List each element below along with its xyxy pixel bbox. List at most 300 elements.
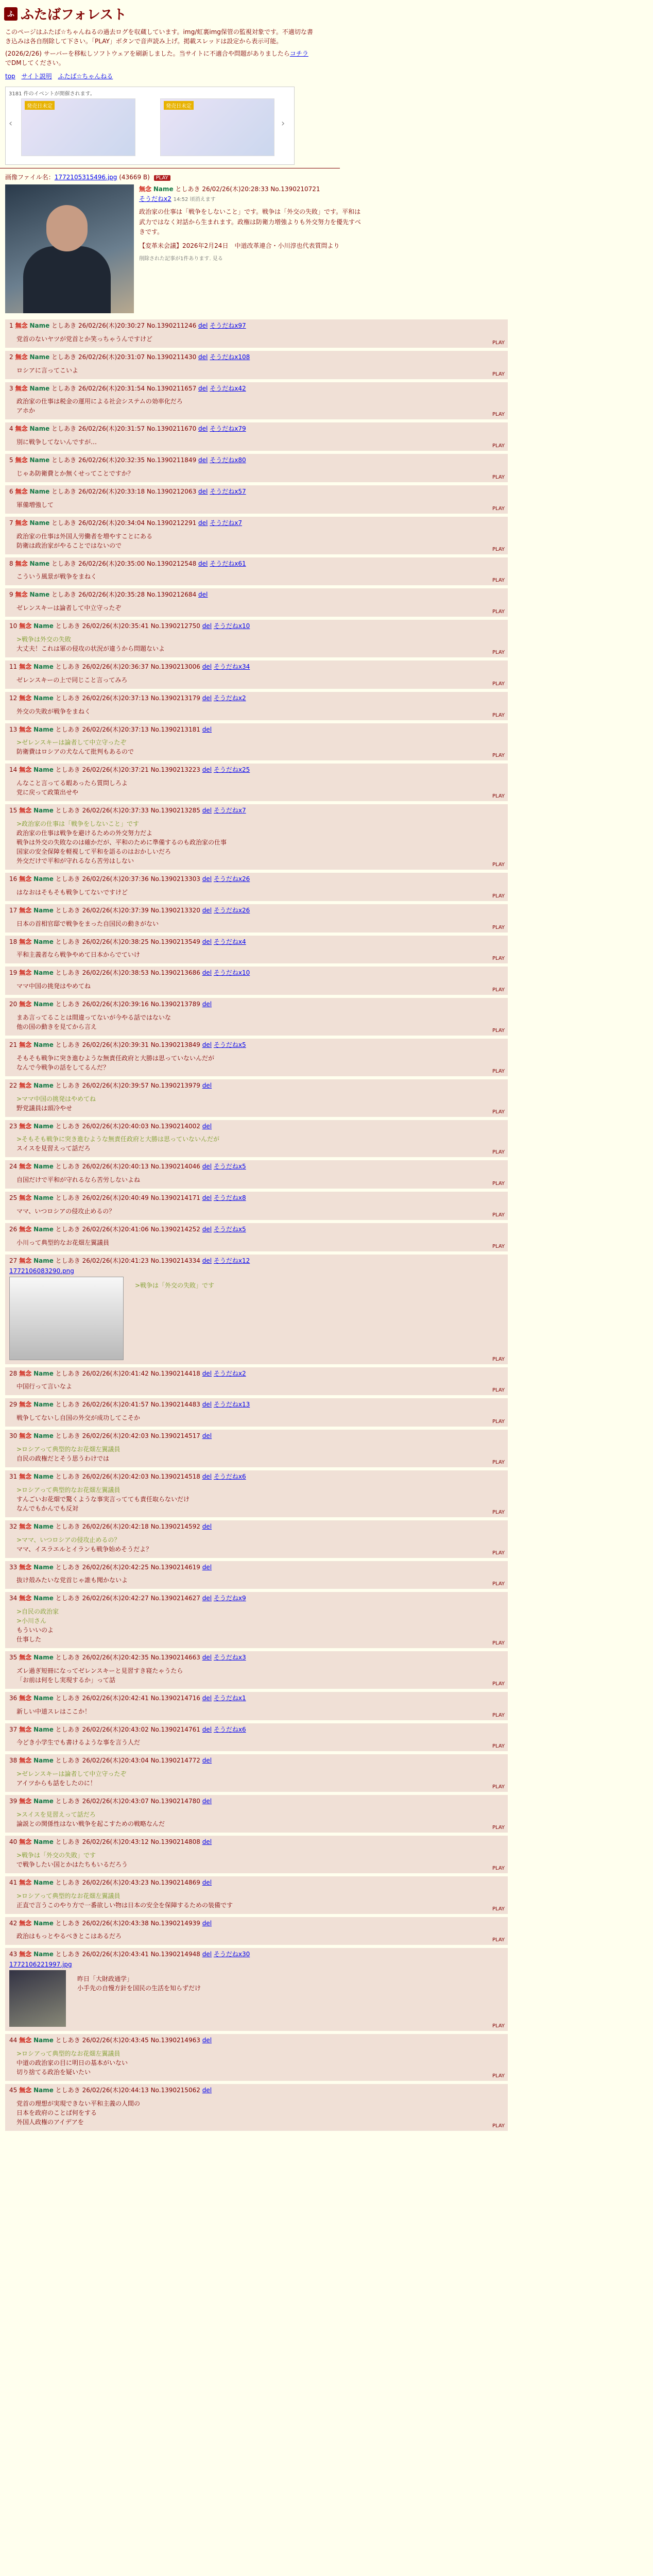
reply-post	[5, 998, 508, 1036]
reply-del-link[interactable]: del	[202, 1081, 212, 1089]
reply-no[interactable]: No.1390214334	[150, 1257, 200, 1264]
reply-no[interactable]: No.1390214716	[150, 1694, 200, 1702]
reply-no[interactable]: No.1390214517	[150, 1432, 200, 1440]
reply-no[interactable]: No.1390213303	[150, 875, 200, 883]
reply-meta	[9, 1000, 504, 1009]
reply-name: Name	[33, 1225, 54, 1233]
nav-futaba-link[interactable]: ふたば☆ちゃんねる	[58, 73, 113, 80]
reply-sod[interactable]: そうだねx42	[210, 384, 246, 392]
play-button[interactable]: PLAY	[492, 793, 505, 800]
reply-no[interactable]: No.1390213006	[150, 663, 200, 670]
reply-post	[5, 904, 508, 933]
reply-sod[interactable]: そうだねx7	[210, 519, 242, 527]
reply-subject: 無念	[19, 1122, 32, 1130]
reply-sod[interactable]: そうだねx7	[213, 807, 246, 815]
reply-meta	[9, 1838, 504, 1846]
ad-banner[interactable]	[5, 87, 295, 165]
reply-subject: 無念	[19, 725, 32, 733]
reply-sod[interactable]: そうだねx2	[213, 1369, 246, 1377]
reply-quote: >戦争は「外交の失敗」です	[135, 1281, 215, 1289]
thread-file-info	[0, 172, 653, 182]
reply-del-link[interactable]: del	[202, 1951, 212, 1958]
reply-post	[5, 764, 508, 801]
reply-image[interactable]	[9, 1277, 124, 1360]
reply-text: 新しい中道スレはここか！	[16, 1707, 91, 1715]
reply-del-link[interactable]: del	[202, 807, 212, 815]
reply-sod[interactable]: そうだねx97	[210, 322, 246, 329]
reply-no[interactable]: No.1390214619	[150, 1563, 200, 1571]
reply-post	[5, 1255, 508, 1364]
reply-del-link[interactable]: del	[202, 1838, 212, 1846]
reply-name: Name	[33, 1081, 54, 1089]
reply-body	[9, 1887, 504, 1910]
reply-id: としあき	[55, 1838, 80, 1846]
reply-del-link[interactable]: del	[198, 384, 208, 392]
nav-links	[0, 72, 653, 83]
reply-id: としあき	[55, 1951, 80, 1958]
reply-name: Name	[33, 1919, 54, 1927]
play-button[interactable]: PLAY	[492, 1149, 505, 1156]
reply-id: としあき	[55, 2037, 80, 2044]
reply-no[interactable]: No.1390212684	[146, 591, 197, 599]
play-button[interactable]: PLAY	[492, 443, 505, 449]
reply-number: 7	[9, 519, 13, 527]
reply-body	[70, 1970, 201, 2027]
reply-text: じゃあ防衛費とか無くせってことですか？	[16, 469, 134, 477]
reply-text: んなこと言ってる暇あったら質問しろよ 党に戻って政策出せや	[16, 779, 128, 796]
reply-name: Name	[33, 766, 54, 774]
nav-guide-link[interactable]: サイト説明	[21, 73, 52, 80]
reply-text: 小川って典型的なお花畑左翼議員	[16, 1239, 110, 1246]
reply-date: 26/02/26(木)20:31:54	[78, 384, 145, 392]
reply-del-link[interactable]: del	[202, 663, 212, 670]
play-button[interactable]: PLAY	[492, 1243, 505, 1249]
reply-text: 日本の首相官邸で戦争をまった自国民の動きがない	[16, 920, 159, 927]
play-button[interactable]: PLAY	[492, 1068, 505, 1074]
reply-text: スイスを見習えって話だろ	[16, 1145, 91, 1153]
reply-no[interactable]: No.1390214171	[150, 1194, 200, 1202]
play-button[interactable]: PLAY	[492, 505, 505, 512]
play-button[interactable]: PLAY	[492, 1640, 505, 1647]
play-button[interactable]: PLAY	[492, 2123, 505, 2129]
reply-no[interactable]: No.1390213320	[150, 906, 200, 914]
reply-meta	[9, 1756, 504, 1765]
play-button[interactable]: PLAY	[492, 1387, 505, 1394]
reply-number: 34	[9, 1595, 18, 1602]
reply-no[interactable]: No.1390215062	[150, 2087, 200, 2094]
op-body	[139, 184, 366, 313]
play-button[interactable]: PLAY	[492, 712, 505, 718]
reply-id: としあき	[55, 1081, 80, 1089]
play-button[interactable]: PLAY	[492, 1681, 505, 1687]
reply-sod[interactable]: そうだねx13	[213, 1401, 250, 1409]
reply-del-link[interactable]: del	[202, 938, 212, 945]
reply-post	[5, 1039, 508, 1076]
reply-no[interactable]: No.1390213849	[150, 1041, 200, 1048]
reply-del-link[interactable]: del	[202, 875, 212, 883]
reply-del-link[interactable]: del	[202, 1163, 212, 1171]
reply-sod[interactable]: そうだねx10	[213, 969, 250, 977]
reply-no[interactable]: No.1390214772	[150, 1757, 200, 1765]
reply-sod[interactable]: そうだねx30	[213, 1951, 250, 1958]
reply-body	[9, 1765, 504, 1788]
reply-del-link[interactable]: del	[202, 1225, 212, 1233]
reply-image[interactable]	[9, 1970, 66, 2027]
play-button[interactable]: PLAY	[492, 546, 505, 552]
op-meta	[139, 184, 366, 204]
reply-no[interactable]: No.1390212750	[150, 622, 200, 630]
play-button[interactable]: PLAY	[492, 340, 505, 346]
ad-thumb-1[interactable]	[21, 98, 135, 156]
reply-sod[interactable]: そうだねx34	[213, 663, 250, 670]
reply-date: 26/02/26(木)20:33:18	[78, 487, 145, 495]
reply-del-link[interactable]: del	[202, 1595, 212, 1602]
reply-number: 43	[9, 1951, 18, 1958]
reply-del-link[interactable]: del	[198, 322, 208, 329]
reply-name: Name	[33, 622, 54, 630]
reply-sod[interactable]: そうだねx9	[213, 1595, 246, 1602]
reply-number: 38	[9, 1757, 18, 1765]
play-button[interactable]: PLAY	[492, 578, 505, 584]
reply-name: Name	[33, 1757, 54, 1765]
reply-no[interactable]: No.1390212063	[146, 487, 197, 495]
play-badge[interactable]: PLAY	[154, 175, 170, 181]
reply-body	[9, 1734, 505, 1750]
reply-sod[interactable]: そうだねx5	[213, 1225, 246, 1233]
reply-del-link[interactable]: del	[202, 906, 212, 914]
reply-sod[interactable]: そうだねx108	[210, 353, 250, 361]
reply-del-link[interactable]: del	[202, 1401, 212, 1409]
reply-post	[5, 1836, 508, 1873]
play-button[interactable]: PLAY	[492, 924, 505, 930]
reply-sod[interactable]: そうだねx61	[210, 560, 246, 567]
reply-sod[interactable]: そうだねx3	[213, 1654, 246, 1662]
reply-del-link[interactable]: del	[202, 1563, 212, 1571]
reply-name: Name	[33, 1041, 54, 1048]
reply-subject: 無念	[19, 938, 32, 945]
play-button[interactable]: PLAY	[492, 861, 505, 868]
reply-no[interactable]: No.1390214948	[150, 1951, 200, 1958]
op-text-2: 【変革未会議】2026年2月24日 中道改革連合・小川淳也代表質問より	[139, 242, 340, 249]
reply-no[interactable]: No.1390214869	[150, 1878, 200, 1886]
reply-meta	[9, 1725, 504, 1734]
reply-no[interactable]: No.1390214483	[150, 1401, 200, 1409]
reply-sod[interactable]: そうだねx8	[213, 1194, 246, 1202]
reply-name: Name	[33, 906, 54, 914]
site-title[interactable]: ふたばフォレスト	[21, 7, 127, 23]
reply-date: 26/02/26(木)20:39:31	[82, 1041, 149, 1048]
reply-sod[interactable]: そうだねx57	[210, 487, 246, 495]
reply-meta	[9, 1225, 504, 1234]
reply-post	[5, 1723, 508, 1752]
ad-price-2: 発売日未定	[164, 101, 194, 110]
reply-meta	[9, 1081, 504, 1090]
reply-subject: 無念	[15, 591, 28, 599]
reply-body	[9, 703, 504, 716]
reply-meta	[9, 1594, 504, 1603]
op-deleted-note[interactable]: 削除された記事が1件あります. 見る	[139, 256, 223, 262]
reply-meta	[9, 969, 504, 977]
reply-id: としあき	[55, 1041, 80, 1048]
reply-sod[interactable]: そうだねx1	[213, 1694, 246, 1702]
reply-sod[interactable]: そうだねx79	[210, 425, 246, 433]
reply-del-link[interactable]: del	[202, 1432, 212, 1440]
play-button[interactable]: PLAY	[492, 1743, 505, 1750]
reply-no[interactable]: No.1390214418	[150, 1369, 200, 1377]
play-button[interactable]: PLAY	[492, 2023, 505, 2029]
reply-number: 32	[9, 1522, 18, 1530]
reply-subject: 無念	[19, 1654, 32, 1662]
reply-text: で戦争したい国とかはたちもいるだろう	[16, 1860, 128, 1868]
play-button[interactable]: PLAY	[492, 753, 505, 759]
reply-sod[interactable]: そうだねx5	[213, 1041, 246, 1048]
reply-no[interactable]: No.1390212548	[146, 560, 197, 567]
reply-text: 大丈夫！これは軍の侵攻の状況が違うから問題ないよ	[16, 645, 165, 652]
reply-file-link[interactable]: 1772106221997.jpg	[9, 1961, 72, 1969]
reply-text: アイツからも話をしたのに！	[16, 1780, 96, 1787]
reply-del-link[interactable]: del	[202, 1757, 212, 1765]
reply-del-link[interactable]: del	[202, 1472, 212, 1480]
play-button[interactable]: PLAY	[492, 1419, 505, 1425]
op-no[interactable]: No.1390210721	[270, 185, 320, 193]
file-link[interactable]: 1772105315496.jpg	[54, 174, 117, 181]
play-button[interactable]: PLAY	[492, 1937, 505, 1943]
reply-no[interactable]: No.1390211430	[146, 353, 197, 361]
reply-no[interactable]: No.1390214046	[150, 1163, 200, 1171]
play-button[interactable]: PLAY	[492, 649, 505, 655]
reply-del-link[interactable]: del	[202, 1001, 212, 1008]
play-button[interactable]: PLAY	[492, 1550, 505, 1556]
reply-no[interactable]: No.1390214663	[150, 1654, 200, 1662]
reply-id: としあき	[55, 1432, 80, 1440]
reply-no[interactable]: No.1390213979	[150, 1081, 200, 1089]
reply-number: 19	[9, 969, 18, 977]
reply-text: ゼレンスキーの上で同じこと言ってみろ	[16, 676, 128, 684]
reply-del-link[interactable]: del	[198, 560, 208, 567]
reply-number: 45	[9, 2087, 18, 2094]
reply-del-link[interactable]: del	[202, 1122, 212, 1130]
reply-post	[5, 422, 508, 451]
reply-no[interactable]: No.1390214780	[150, 1798, 200, 1805]
op-sod[interactable]: そうだねx2	[139, 195, 171, 203]
reply-id: としあき	[55, 1725, 80, 1733]
reply-no[interactable]: No.1390212291	[146, 519, 197, 527]
reply-del-link[interactable]: del	[202, 1694, 212, 1702]
reply-no[interactable]: No.1390213789	[150, 1001, 200, 1008]
reply-date: 26/02/26(木)20:40:49	[82, 1194, 149, 1202]
reply-sod[interactable]: そうだねx6	[213, 1725, 246, 1733]
reply-body	[9, 496, 504, 510]
op-image[interactable]	[5, 184, 134, 313]
play-button[interactable]: PLAY	[492, 1356, 505, 1362]
reply-del-link[interactable]: del	[202, 622, 212, 630]
play-button[interactable]: PLAY	[492, 1109, 505, 1115]
reply-no[interactable]: No.1390214808	[150, 1838, 200, 1846]
reply-body	[9, 1806, 504, 1828]
reply-no[interactable]: No.1390211670	[146, 425, 197, 433]
reply-post	[5, 1398, 508, 1427]
reply-date: 26/02/26(木)20:37:13	[82, 694, 149, 702]
reply-number: 5	[9, 456, 13, 464]
reply-del-link[interactable]: del	[202, 1725, 212, 1733]
play-button[interactable]: PLAY	[492, 1906, 505, 1912]
reply-body	[9, 1846, 504, 1869]
play-button[interactable]: PLAY	[492, 1181, 505, 1187]
play-button[interactable]: PLAY	[492, 987, 505, 993]
ad-price-1: 発売日未定	[25, 101, 55, 110]
reply-number: 37	[9, 1725, 18, 1733]
reply-no[interactable]: No.1390214963	[150, 2037, 200, 2044]
reply-sod[interactable]: そうだねx26	[213, 875, 250, 883]
reply-subject: 無念	[19, 2087, 32, 2094]
reply-post	[5, 1367, 508, 1396]
reply-text: 野党議員は頭冷やせ	[16, 1104, 73, 1112]
play-button[interactable]: PLAY	[492, 371, 505, 377]
reply-id: としあき	[55, 1194, 80, 1202]
reply-date: 26/02/26(木)20:34:04	[78, 519, 145, 527]
reply-date: 26/02/26(木)20:44:13	[82, 2087, 149, 2094]
reply-file-link[interactable]: 1772106083290.png	[9, 1267, 74, 1275]
reply-no[interactable]: No.1390211657	[146, 384, 197, 392]
reply-del-link[interactable]: del	[198, 353, 208, 361]
op-name: Name	[153, 185, 174, 193]
reply-date: 26/02/26(木)20:35:00	[78, 560, 145, 567]
reply-del-link[interactable]: del	[198, 591, 208, 599]
reply-sod[interactable]: そうだねx12	[213, 1257, 250, 1264]
reply-body	[9, 815, 504, 866]
ad-prev-arrow-icon[interactable]: ‹	[9, 118, 13, 129]
reply-id: としあき	[55, 622, 80, 630]
reply-del-link[interactable]: del	[202, 694, 212, 702]
reply-del-link[interactable]: del	[202, 1194, 212, 1202]
reply-no[interactable]: No.1390214252	[150, 1225, 200, 1233]
reply-no[interactable]: No.1390214518	[150, 1472, 200, 1480]
reply-sod[interactable]: そうだねx26	[213, 906, 250, 914]
play-button[interactable]: PLAY	[492, 893, 505, 899]
reply-del-link[interactable]: del	[202, 1257, 212, 1264]
play-button[interactable]: PLAY	[492, 1027, 505, 1033]
reply-post	[5, 485, 508, 514]
contact-link[interactable]: コチラ	[289, 50, 308, 57]
ad-next-arrow-icon[interactable]: ›	[281, 118, 285, 129]
reply-no[interactable]: No.1390211246	[146, 322, 197, 329]
reply-image-wrap	[9, 1970, 504, 2027]
reply-number: 41	[9, 1878, 18, 1886]
reply-no[interactable]: No.1390213223	[150, 766, 200, 774]
reply-meta	[9, 456, 504, 465]
reply-meta	[9, 1194, 504, 1202]
reply-no[interactable]: No.1390214002	[150, 1122, 200, 1130]
play-button[interactable]: PLAY	[492, 412, 505, 418]
play-button[interactable]: PLAY	[492, 1581, 505, 1587]
reply-no[interactable]: No.1390213285	[150, 807, 200, 815]
reply-sod[interactable]: そうだねx10	[213, 622, 250, 630]
reply-sod[interactable]: そうだねx5	[213, 1163, 246, 1171]
reply-del-link[interactable]: del	[202, 2087, 212, 2094]
reply-del-link[interactable]: del	[202, 1798, 212, 1805]
play-button[interactable]: PLAY	[492, 1865, 505, 1871]
reply-del-link[interactable]: del	[198, 519, 208, 527]
reply-del-link[interactable]: del	[202, 1369, 212, 1377]
reply-del-link[interactable]: del	[202, 1522, 212, 1530]
play-button[interactable]: PLAY	[492, 474, 505, 480]
reply-name: Name	[29, 487, 50, 495]
reply-no[interactable]: No.1390214592	[150, 1522, 200, 1530]
reply-sod[interactable]: そうだねx80	[210, 456, 246, 464]
reply-del-link[interactable]: del	[202, 725, 212, 733]
reply-no[interactable]: No.1390214627	[150, 1595, 200, 1602]
reply-body	[9, 1202, 504, 1216]
reply-del-link[interactable]: del	[202, 1041, 212, 1048]
reply-del-link[interactable]: del	[202, 969, 212, 977]
notice-line2-wrap	[5, 49, 314, 67]
reply-del-link[interactable]: del	[202, 1919, 212, 1927]
reply-subject: 無念	[19, 1563, 32, 1571]
play-button[interactable]: PLAY	[492, 1459, 505, 1465]
reply-no[interactable]: No.1390211849	[146, 456, 197, 464]
play-button[interactable]: PLAY	[492, 1509, 505, 1515]
reply-date: 26/02/26(木)20:31:57	[78, 425, 145, 433]
reply-number: 1	[9, 322, 13, 329]
play-button[interactable]: PLAY	[492, 1712, 505, 1718]
reply-date: 26/02/26(木)20:40:13	[82, 1163, 149, 1171]
reply-number: 24	[9, 1163, 18, 1171]
reply-body	[9, 1409, 504, 1422]
reply-del-link[interactable]: del	[202, 766, 212, 774]
reply-no[interactable]: No.1390213549	[150, 938, 200, 945]
reply-body	[9, 1531, 504, 1554]
reply-id: としあき	[51, 322, 77, 329]
play-button[interactable]: PLAY	[492, 609, 505, 615]
reply-body	[9, 884, 504, 897]
reply-quote: >戦争は外交の失敗	[16, 635, 72, 643]
reply-del-link[interactable]: del	[198, 456, 208, 464]
reply-del-link[interactable]: del	[198, 425, 208, 433]
reply-subject: 無念	[19, 1522, 32, 1530]
reply-quote: >ロシアって典型的なお花畑左翼議員	[16, 1486, 121, 1494]
reply-no[interactable]: No.1390213179	[150, 694, 200, 702]
play-button[interactable]: PLAY	[492, 1784, 505, 1790]
reply-del-link[interactable]: del	[202, 1654, 212, 1662]
reply-no[interactable]: No.1390214939	[150, 1919, 200, 1927]
reply-del-link[interactable]: del	[202, 1878, 212, 1886]
play-button[interactable]: PLAY	[492, 956, 505, 962]
ad-thumb-2[interactable]	[160, 98, 274, 156]
reply-no[interactable]: No.1390213686	[150, 969, 200, 977]
play-button[interactable]: PLAY	[492, 1212, 505, 1218]
nav-top-link[interactable]: top	[5, 73, 15, 80]
reply-del-link[interactable]: del	[198, 487, 208, 495]
reply-image-row	[9, 1267, 504, 1275]
play-button[interactable]: PLAY	[492, 1825, 505, 1831]
reply-sod[interactable]: そうだねx4	[213, 938, 246, 945]
reply-del-link[interactable]: del	[202, 2037, 212, 2044]
reply-no[interactable]: No.1390214761	[150, 1725, 200, 1733]
play-button[interactable]: PLAY	[492, 681, 505, 687]
notice-line1: このページはふたば☆ちゃんねるの過去ログを収蔵しています。img/虹裏img保管の監視対象です。不適切な書き込みは各自削除して下さい。「PLAY」ボタンで音声読み上げ。掲載スレッドは設定から表示可能。	[5, 28, 313, 45]
reply-meta	[9, 1797, 504, 1806]
reply-text: 軍備増強して	[16, 501, 54, 509]
reply-no[interactable]: No.1390213181	[150, 725, 200, 733]
reply-date: 26/02/26(木)20:36:37	[82, 663, 149, 670]
reply-meta	[9, 590, 504, 599]
play-button[interactable]: PLAY	[492, 2073, 505, 2079]
reply-sod[interactable]: そうだねx25	[213, 766, 250, 774]
reply-sod[interactable]: そうだねx2	[213, 694, 246, 702]
reply-sod[interactable]: そうだねx6	[213, 1472, 246, 1480]
reply-date: 26/02/26(木)20:31:07	[78, 353, 145, 361]
reply-text: 政治家の仕事は戦争を避けるための外交努力だよ 戦争は外交の失敗なのは確かだが、平和のために準備するのも政治家の仕事 国家の安全保障を軽視して平和を語るのはおかしいだろ 外交だけで平和が守れるなら苦労はしない	[16, 829, 227, 865]
